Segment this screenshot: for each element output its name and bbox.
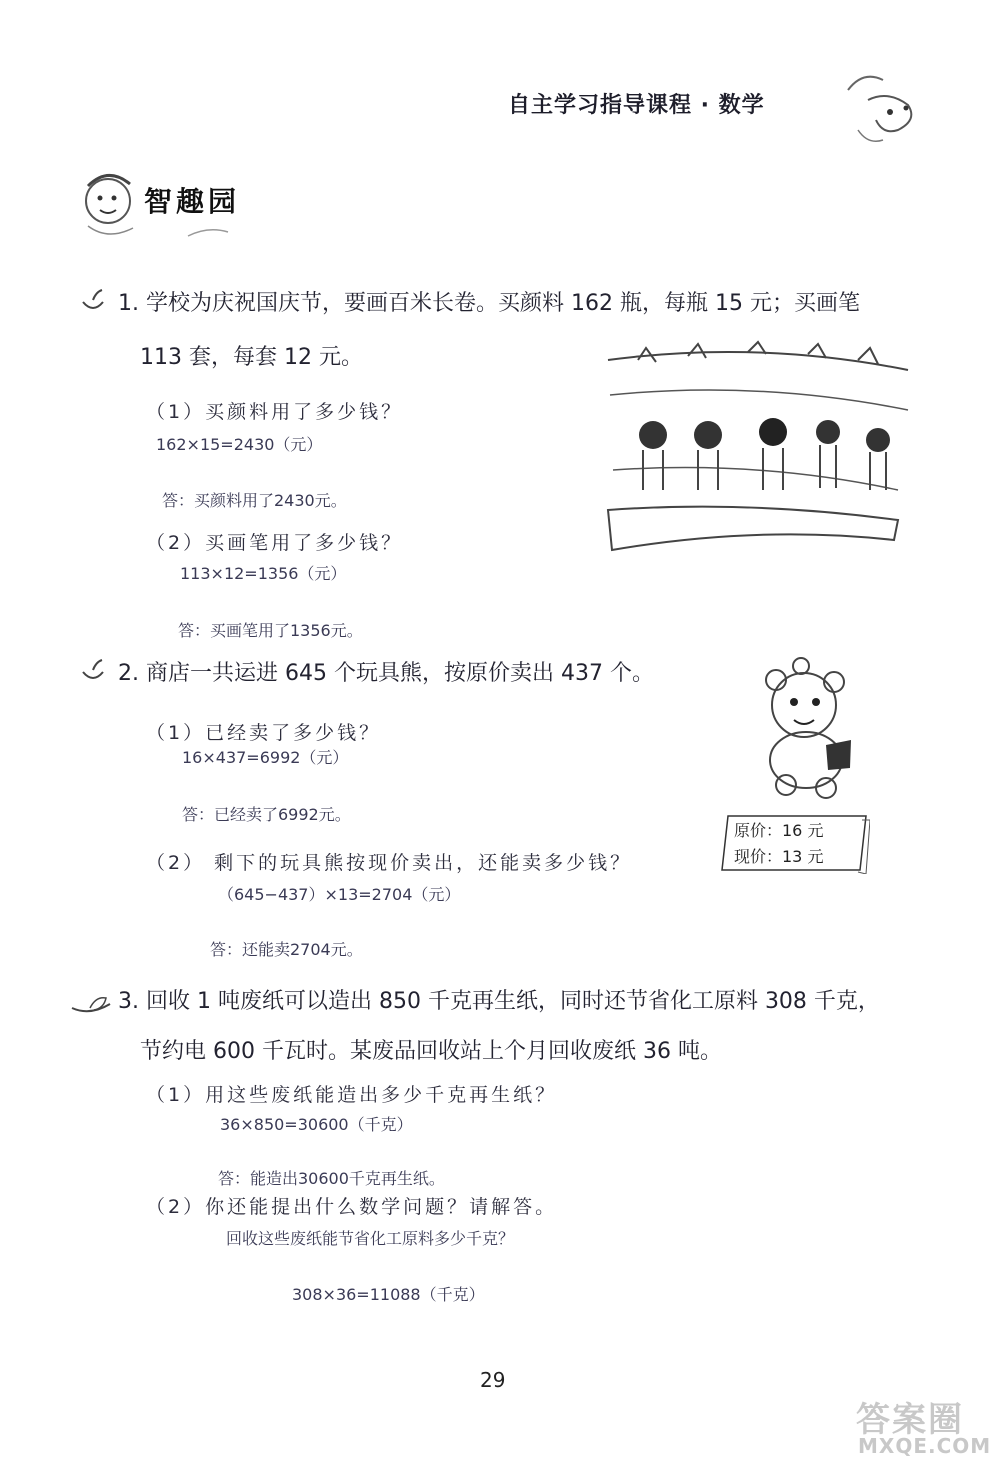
original-price: 原价：16 元: [734, 821, 824, 840]
children-painting-illustration: [598, 340, 918, 560]
problem-2-part-2-work: （645−437）×13=2704（元）: [218, 885, 461, 904]
problem-1-part-1-answer: 答：买颜料用了2430元。: [162, 491, 347, 510]
problem-2-part-2-question: （2） 剩下的玩具熊按现价卖出，还能卖多少钱？: [146, 852, 633, 874]
leaf-bullet-icon: [70, 990, 114, 1016]
problem-1-part-1-question: （1）买颜料用了多少钱？: [146, 401, 404, 423]
problem-1-part-2-question: （2）买画笔用了多少钱？: [146, 532, 404, 554]
watermark-line2: MXQE.COM: [858, 1434, 992, 1458]
watermark-logo: [850, 1392, 990, 1462]
problem-3-part-1-work: 36×850=30600（千克）: [220, 1115, 413, 1134]
section-logo: [78, 166, 278, 246]
problem-1-stem-line1: 1. 学校为庆祝国庆节，要画百米长卷。买颜料 162 瓶，每瓶 15 元；买画笔: [118, 291, 860, 316]
problem-3-part-2-question: （2）你还能提出什么数学问题？请解答。: [146, 1196, 558, 1218]
problem-3-stem-line1: 3. 回收 1 吨废纸可以造出 850 千克再生纸，同时还节省化工原料 308 千克，: [118, 989, 880, 1014]
problem-1-part-2-answer: 答：买画笔用了1356元。: [178, 621, 363, 640]
problem-1-stem-line2: 113 套，每套 12 元。: [140, 345, 363, 370]
problem-2-stem-line1: 2. 商店一共运进 645 个玩具熊，按原价卖出 437 个。: [118, 661, 654, 686]
price-tag: [720, 814, 868, 870]
problem-1-part-2-work: 113×12=1356（元）: [180, 564, 347, 583]
problem-3-stem-line2: 节约电 600 千瓦时。某废品回收站上个月回收废纸 36 吨。: [140, 1039, 722, 1064]
problem-3-part-1-question: （1）用这些废纸能造出多少千克再生纸？: [146, 1084, 558, 1106]
problem-3-part-2-answer: 308×36=11088（千克）: [292, 1285, 485, 1304]
problem-2-part-1-answer: 答：已经卖了6992元。: [182, 805, 351, 824]
problem-3-part-2-work: 回收这些废纸能节省化工原料多少千克？: [226, 1229, 515, 1248]
watermark-line1: 答案圈: [856, 1400, 964, 1440]
apple-bullet-icon: [78, 288, 108, 314]
current-price: 现价：13 元: [734, 847, 824, 866]
problem-3-part-1-answer: 答：能造出30600千克再生纸。: [218, 1169, 445, 1188]
problem-1-part-1-work: 162×15=2430（元）: [156, 435, 323, 454]
problem-2-part-2-answer: 答：还能卖2704元。: [210, 940, 363, 959]
header-title: 自主学习指导课程 · 数学: [508, 93, 765, 118]
apple-bullet-icon: [78, 658, 108, 684]
decorative-dog-icon: [828, 60, 928, 150]
problem-2-part-1-question: （1）已经卖了多少钱？: [146, 722, 382, 744]
section-title: 智趣园: [144, 185, 241, 218]
problem-2-part-1-work: 16×437=6992（元）: [182, 748, 349, 767]
page-number: 29: [480, 1368, 506, 1392]
teddy-bear-illustration: [746, 650, 866, 800]
